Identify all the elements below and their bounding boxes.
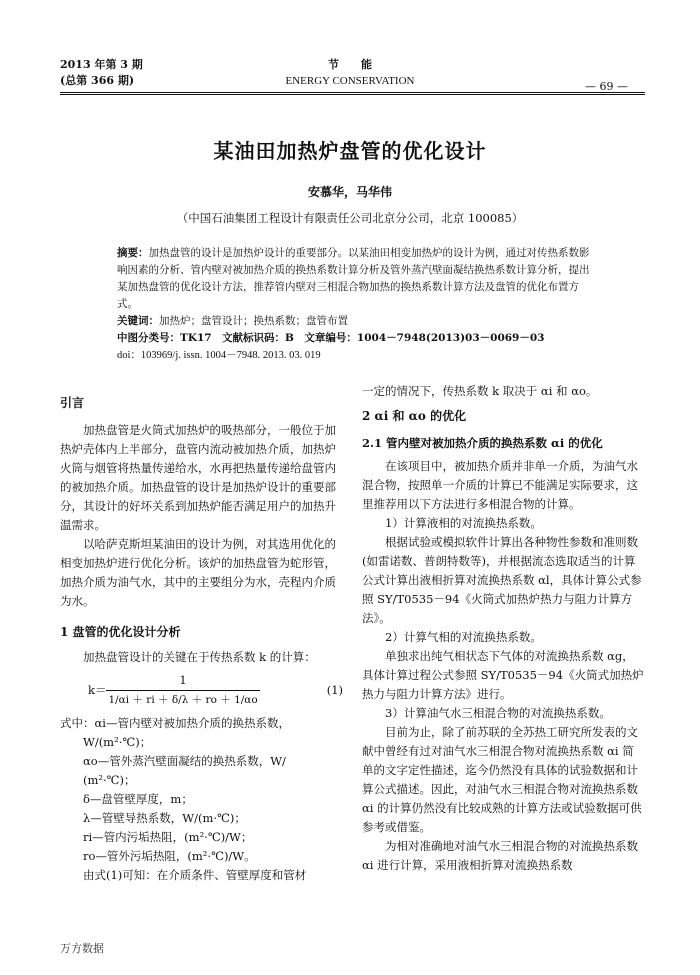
section-1-paragraph-1: 加热盘管设计的关键在于传热系数 k 的计算： xyxy=(83,650,316,664)
issue-year: 2013 年第 3 期 xyxy=(60,58,143,71)
section-2-1-heading: 2.1 管内壁对被加热介质的换热系数 αi 的优化 xyxy=(362,436,603,450)
section-2-1-paragraph-3: 单独求出纯气相状态下气体的对流换热系数 αg，具体计算过程公式参照 SY/T0535－94《火筒式加热炉热力与阻力计算方法》进行。 xyxy=(362,649,644,701)
section-1-paragraph-2: 由式(1)可知：在介质条件、管壁厚度和管材 xyxy=(83,868,307,882)
right-column xyxy=(362,382,645,875)
source-watermark: 万方数据 xyxy=(60,942,104,955)
intro-paragraph-2: 以哈萨克斯坦某油田的设计为例，对其选用优化的相变加热炉进行优化分析。该炉的加热盘管为蛇形管，加热介质为油气水，其中的主要组分为水，壳程内介质为水。 xyxy=(60,537,336,608)
section-2-1-paragraph-2: 根据试验或模拟软件计算出各种物性参数和准则数(如雷诺数、普朗特数等)，并根据流态选取适当的计算公式计算出液相折算对流换热系数 αl，具体计算公式参照 SY/T0535－94《火筒式加热炉热力与阻力计算方法》。 xyxy=(362,535,642,625)
def-alpha-o: αo—管外蒸汽壁面凝结的换热系数，W/ xyxy=(83,754,286,768)
def-ri: ri—管内污垢热阻，(m²·℃)/W； xyxy=(83,830,253,844)
doi: doi：103969/j. issn. 1004－7948. 2013. 03. 019 xyxy=(117,350,321,361)
equation-number: (1) xyxy=(326,683,343,697)
def-ro: ro—管外污垢热阻，(m²·℃)/W。 xyxy=(83,849,256,863)
equation-lhs: k＝ xyxy=(88,683,107,697)
def-alpha-i: 式中：αi—管内壁对被加热介质的换热系数， xyxy=(60,716,290,730)
left-column xyxy=(60,382,343,885)
equation-1 xyxy=(88,671,343,710)
keywords xyxy=(117,313,597,330)
clc-line: 中图分类号：TK17 文献标识码：B 文章编号：1004－7948(2013)03－0069－03 xyxy=(117,332,545,344)
intro-heading: 引言 xyxy=(60,396,85,410)
equation-denominator: 1/αi ＋ ri ＋ δ/λ ＋ ro ＋ 1/αo xyxy=(108,694,258,706)
section-2-1-paragraph-5: 为相对准确地对油气水三相混合物的对流换热系数 αi 进行计算，采用液相折算对流换热系数 xyxy=(362,839,638,872)
article-affiliation: （中国石油集团工程设计有限责任公司北京分公司，北京 100085） xyxy=(176,211,524,225)
def-lambda: λ—管壁导热系数，W/(m·℃)； xyxy=(83,811,246,825)
section-2-1-paragraph-1: 在该项目中，被加热介质并非单一介质，为油气水混合物，按照单一介质的计算已不能满足实际要求，这里推荐用以下方法进行多相混合物的计算。 xyxy=(362,459,638,511)
list-item-2: 2）计算气相的对流换热系数。 xyxy=(385,630,542,644)
section-1-heading: 1 盘管的优化设计分析 xyxy=(60,625,181,639)
symbol-definitions xyxy=(60,714,343,866)
page-number: — 69 — xyxy=(585,80,628,93)
section-2-heading: 2 αi 和 αo 的优化 xyxy=(362,409,467,423)
def-delta: δ—盘管壁厚度，m； xyxy=(83,792,193,806)
article-authors: 安慕华，马华伟 xyxy=(307,185,392,199)
issue-total: (总第 366 期) xyxy=(60,74,135,87)
journal-name-en: ENERGY CONSERVATION xyxy=(285,75,415,87)
keywords-text: 加热炉；盘管设计；换热系数；盘管布置 xyxy=(159,315,348,327)
equation-numerator: 1 xyxy=(106,671,259,691)
equation-fraction xyxy=(106,671,259,710)
abstract-label: 摘要： xyxy=(117,247,149,259)
abstract-text: 加热盘管的设计是加热炉设计的重要部分。以某油田相变加热炉的设计为例，通过对传热系数影响因素的分析、管内壁对被加热介质的换热系数计算分析及管外蒸汽壁面凝结换热系数计算分析，提出某加热盘管的优化设计方法，推荐管内壁对三相混合物加热的换热系数计算方法及盘管的优化布置方式。 xyxy=(117,247,590,310)
header-rule-top xyxy=(60,92,645,93)
list-item-3: 3）计算油气水三相混合物的对流换热系数。 xyxy=(385,706,611,720)
section-2-1-paragraph-4: 目前为止，除了前苏联的全苏热工研究所发表的文献中曾经有过对油气水三相混合物对流换热系数 αi 简单的文字定性描述，迄今仍然没有具体的试验数据和计算公式描述。因此，对油气水三相混合物对流换热系数 αi 的计算仍然没有比较成熟的计算方法或试验数据可供参考或借鉴。 xyxy=(362,725,642,834)
keywords-label: 关键词： xyxy=(117,315,159,327)
list-item-1: 1）计算液相的对流换热系数。 xyxy=(385,516,542,530)
def-alpha-i-unit: W/(m²·℃)； xyxy=(83,735,152,749)
def-alpha-o-unit: (m²·℃)； xyxy=(83,773,136,787)
right-continuation: 一定的情况下，传热系数 k 取决于 αi 和 αo。 xyxy=(362,384,598,398)
intro-paragraph-1: 加热盘管是火筒式加热炉的吸热部分，一般位于加热炉壳体内上半部分，盘管内流动被加热介质，加热炉火筒与烟管将热量传递给水，水再把热量传递给盘管内的被加热介质。加热盘管的设计是加热炉设计的重要部分，其设计的好坏关系到加热炉能否满足用户的加热升温需求。 xyxy=(60,423,336,532)
journal-name-cn: 节 能 xyxy=(328,58,372,71)
abstract xyxy=(117,245,597,313)
article-title: 某油田加热炉盘管的优化设计 xyxy=(213,139,487,163)
header-rule-bottom xyxy=(60,94,645,95)
